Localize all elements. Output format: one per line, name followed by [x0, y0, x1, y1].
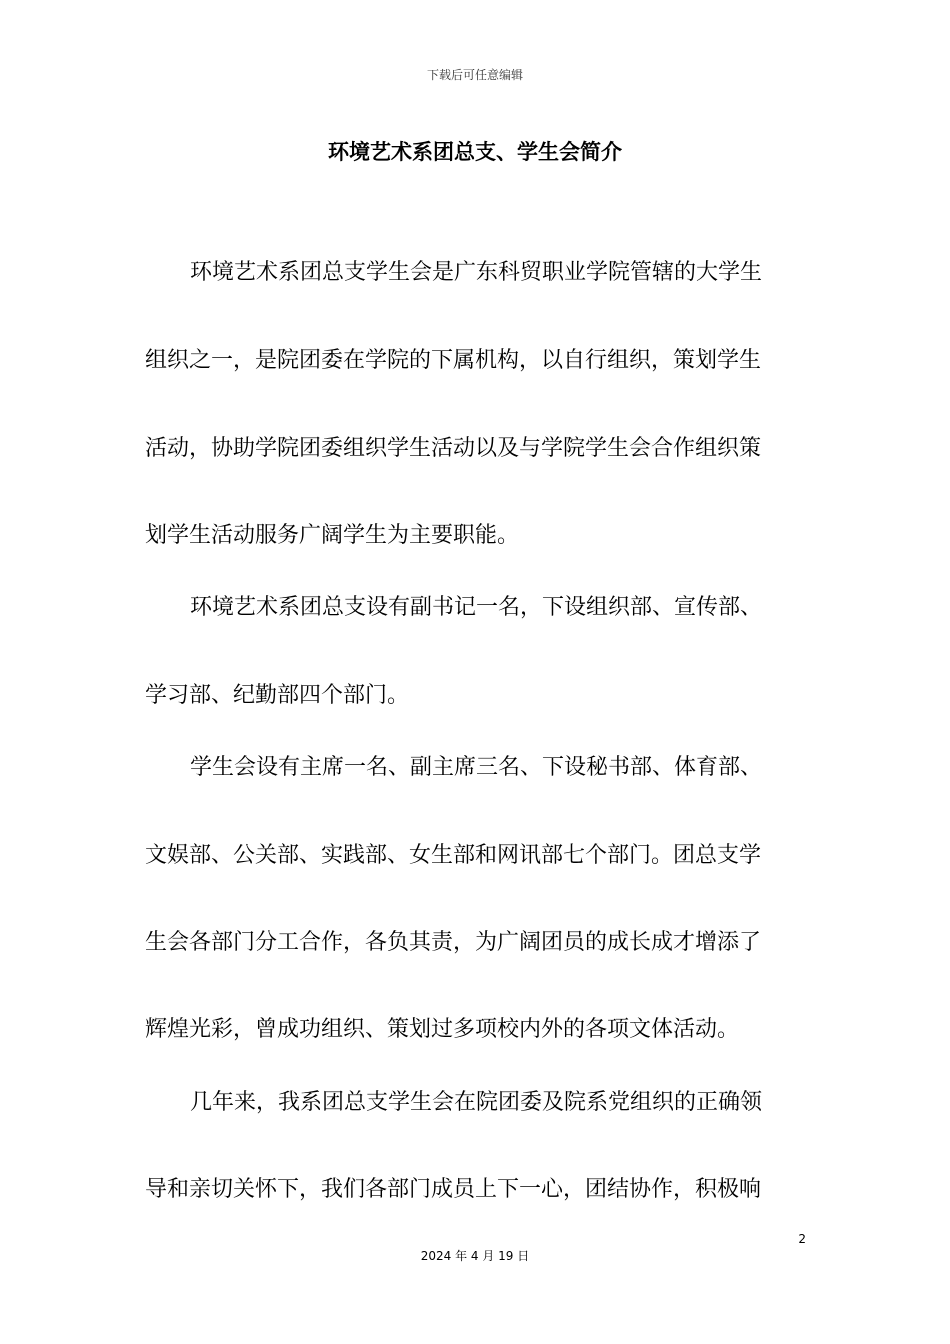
paragraph-line: 学习部、纪勤部四个部门。	[145, 683, 410, 708]
paragraph-line: 学生会设有主席一名、副主席三名、下设秘书部、体育部、	[190, 755, 763, 780]
paragraph-line: 环境艺术系团总支学生会是广东科贸职业学院管辖的大学生	[190, 260, 763, 285]
paragraph-line: 辉煌光彩，曾成功组织、策划过多项校内外的各项文体活动。	[145, 1017, 740, 1042]
paragraph-line: 几年来，我系团总支学生会在院团委及院系党组织的正确领	[190, 1090, 763, 1115]
footer-date: 2024 年 4 月 19 日	[420, 1249, 530, 1263]
paragraph-line: 生会各部门分工合作，各负其责，为广阔团员的成长成才增添了	[145, 930, 762, 955]
header-note: 下载后可任意编辑	[426, 68, 523, 82]
paragraph-line: 文娱部、公关部、实践部、女生部和网讯部七个部门。团总支学	[145, 843, 762, 868]
paragraph-line: 划学生活动服务广阔学生为主要职能。	[145, 523, 520, 548]
paragraph-line: 组织之一，是院团委在学院的下属机构，以自行组织，策划学生	[145, 348, 762, 373]
paragraph-line: 导和亲切关怀下，我们各部门成员上下一心，团结协作，积极响	[145, 1177, 762, 1202]
paragraph-line: 环境艺术系团总支设有副书记一名，下设组织部、宣传部、	[190, 595, 763, 620]
paragraph-line: 活动，协助学院团委组织学生活动以及与学院学生会合作组织策	[145, 436, 762, 461]
page-number: 2	[798, 1232, 806, 1246]
document-title: 环境艺术系团总支、学生会简介	[328, 140, 622, 164]
